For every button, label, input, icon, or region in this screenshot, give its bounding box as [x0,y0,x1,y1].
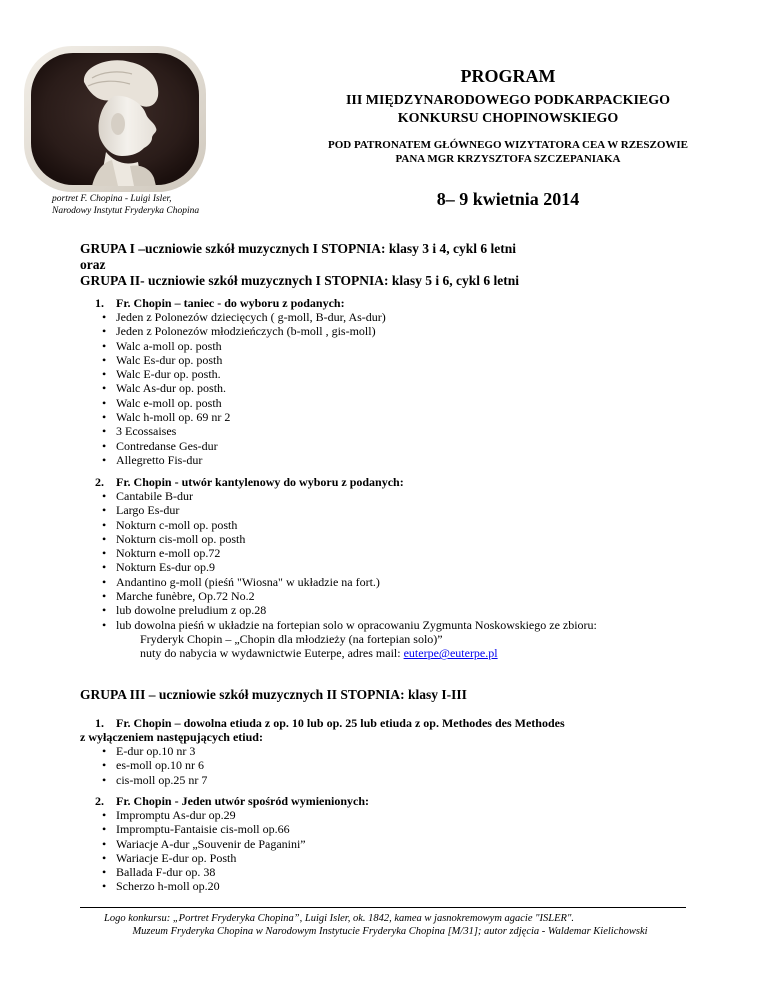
list-item: • Nokturn c-moll op. posth [116,518,720,532]
section-number: 2. [95,794,104,808]
list-item: • Jeden z Polonezów młodzieńczych (b-moll , gis-moll) [116,324,680,338]
list-item: • es-moll op.10 nr 6 [116,758,720,772]
list-item: • Nokturn e-moll op.72 [116,546,720,560]
list-item: • Andantino g-moll (pieśń "Wiosna" w układzie na fort.) [116,575,720,589]
list-item: • Wariacje E-dur op. Posth [116,851,720,865]
list-item: • Walc e-moll op. posth [116,396,680,410]
list-item: • Contredanse Ges-dur [116,439,680,453]
sheet-music-collection: Fryderyk Chopin – „Chopin dla młodzieży (na fortepian solo)” [140,631,443,646]
groups-1-2-section-2 [80,475,720,661]
excluded-etudes-list [116,744,720,787]
portrait-caption-line1: portret F. Chopina - Luigi Isler, [52,194,172,204]
list-item: • cis-moll op.25 nr 7 [116,773,720,787]
list-item: • Marche funèbre, Op.72 No.2 [116,589,720,603]
portrait-caption-line2: Narodowy Instytut Fryderyka Chopina [52,206,200,216]
list-item: • lub dowolna pieśń w układzie na fortepian solo w opracowaniu Zygmunta Noskowskiego ze zbioru: [116,618,720,632]
section-title: Fr. Chopin – taniec - do wyboru z podanych: [116,296,345,310]
group-3-title: GRUPA III – uczniowie szkół muzycznych II STOPNIA: klasy I-III [80,687,467,702]
purchase-note-text: nuty do nabycia w wydawnictwie Euterpe, adres mail: [140,646,404,661]
selected-works-list [116,808,720,894]
group-2-title: GRUPA II- uczniowie szkół muzycznych I STOPNIA: klasy 5 i 6, cykl 6 letni [80,273,520,288]
list-item: • Walc E-dur op. posth. [116,367,680,381]
program-subtitle-line2: KONKURSU CHOPINOWSKIEGO [397,111,619,126]
cantilena-list [116,489,720,632]
section-heading [80,794,720,808]
section-title: Fr. Chopin - Jeden utwór spośród wymienionych: [116,794,370,808]
program-subtitle-line1: III MIĘDZYNARODOWEGO PODKARPACKIEGO [345,93,671,108]
sheet-music-purchase-note [116,646,720,660]
group-3-section-2 [80,794,720,894]
portrait-caption [52,193,199,217]
section-heading [80,716,720,730]
competition-date: 8– 9 kwietnia 2014 [436,189,580,209]
chopin-cameo-portrait [22,44,208,194]
section-number: 2. [95,475,104,489]
section-heading [80,296,680,310]
section-heading [80,475,720,489]
list-item: • Cantabile B-dur [116,489,720,503]
footer-photo-credit: Muzeum Fryderyka Chopina w Narodowym Instytucie Fryderyka Chopina [M/31]; autor zdjęcia - Waldemar Kielichowski [132,926,648,937]
list-item: • Largo Es-dur [116,503,720,517]
list-item: • Walc a-moll op. posth [116,339,680,353]
list-item: • Scherzo h-moll op.20 [116,879,720,893]
list-item: • Walc As-dur op. posth. [116,381,680,395]
list-item: • Impromptu-Fantaisie cis-moll op.66 [116,822,720,836]
list-item: • Wariacje A-dur „Souvenir de Paganini” [116,837,720,851]
list-item: • 3 Ecossaises [116,424,680,438]
patronage-line1: POD PATRONATEM GŁÓWNEGO WIZYTATORA CEA W RZESZOWIE [327,139,688,151]
groups-1-2-heading [80,241,519,289]
section-title: Fr. Chopin - utwór kantylenowy do wyboru z podanych: [116,475,404,489]
section-subtitle: z wyłączeniem następujących etiud: [80,730,263,744]
section-number: 1. [95,296,104,310]
euterpe-email-link[interactable]: euterpe@euterpe.pl [403,646,498,661]
group-1-title: GRUPA I –uczniowie szkół muzycznych I STOPNIA: klasy 3 i 4, cykl 6 letni [80,241,517,256]
list-item: • lub dowolne preludium z op.28 [116,603,720,617]
groups-1-2-section-1 [80,296,680,467]
dance-list [116,310,680,467]
program-title: PROGRAM [460,66,556,86]
list-item: • Nokturn Es-dur op.9 [116,560,720,574]
list-item: • Walc h-moll op. 69 nr 2 [116,410,680,424]
list-item: • Allegretto Fis-dur [116,453,680,467]
list-item: • Impromptu As-dur op.29 [116,808,720,822]
list-item: • Jeden z Polonezów dziecięcych ( g-moll, B-dur, As-dur) [116,310,680,324]
group-3-section-1 [80,716,720,787]
footer-logo-credit: Logo konkursu: „Portret Fryderyka Chopina”, Luigi Isler, ok. 1842, kamea w jasnokremowym agacie "ISLER". [104,913,574,924]
patronage-line2: PANA MGR KRZYSZTOFA SZCZEPANIAKA [395,153,621,165]
list-item: • Walc Es-dur op. posth [116,353,680,367]
list-item: • Ballada F-dur op. 38 [116,865,720,879]
list-item: • Nokturn cis-moll op. posth [116,532,720,546]
footer-divider [80,907,686,908]
section-number: 1. [95,716,104,730]
groups-connector: oraz [80,257,106,272]
list-item: • E-dur op.10 nr 3 [116,744,720,758]
section-title: Fr. Chopin – dowolna etiuda z op. 10 lub op. 25 lub etiuda z op. Methodes des Methodes [116,716,565,730]
